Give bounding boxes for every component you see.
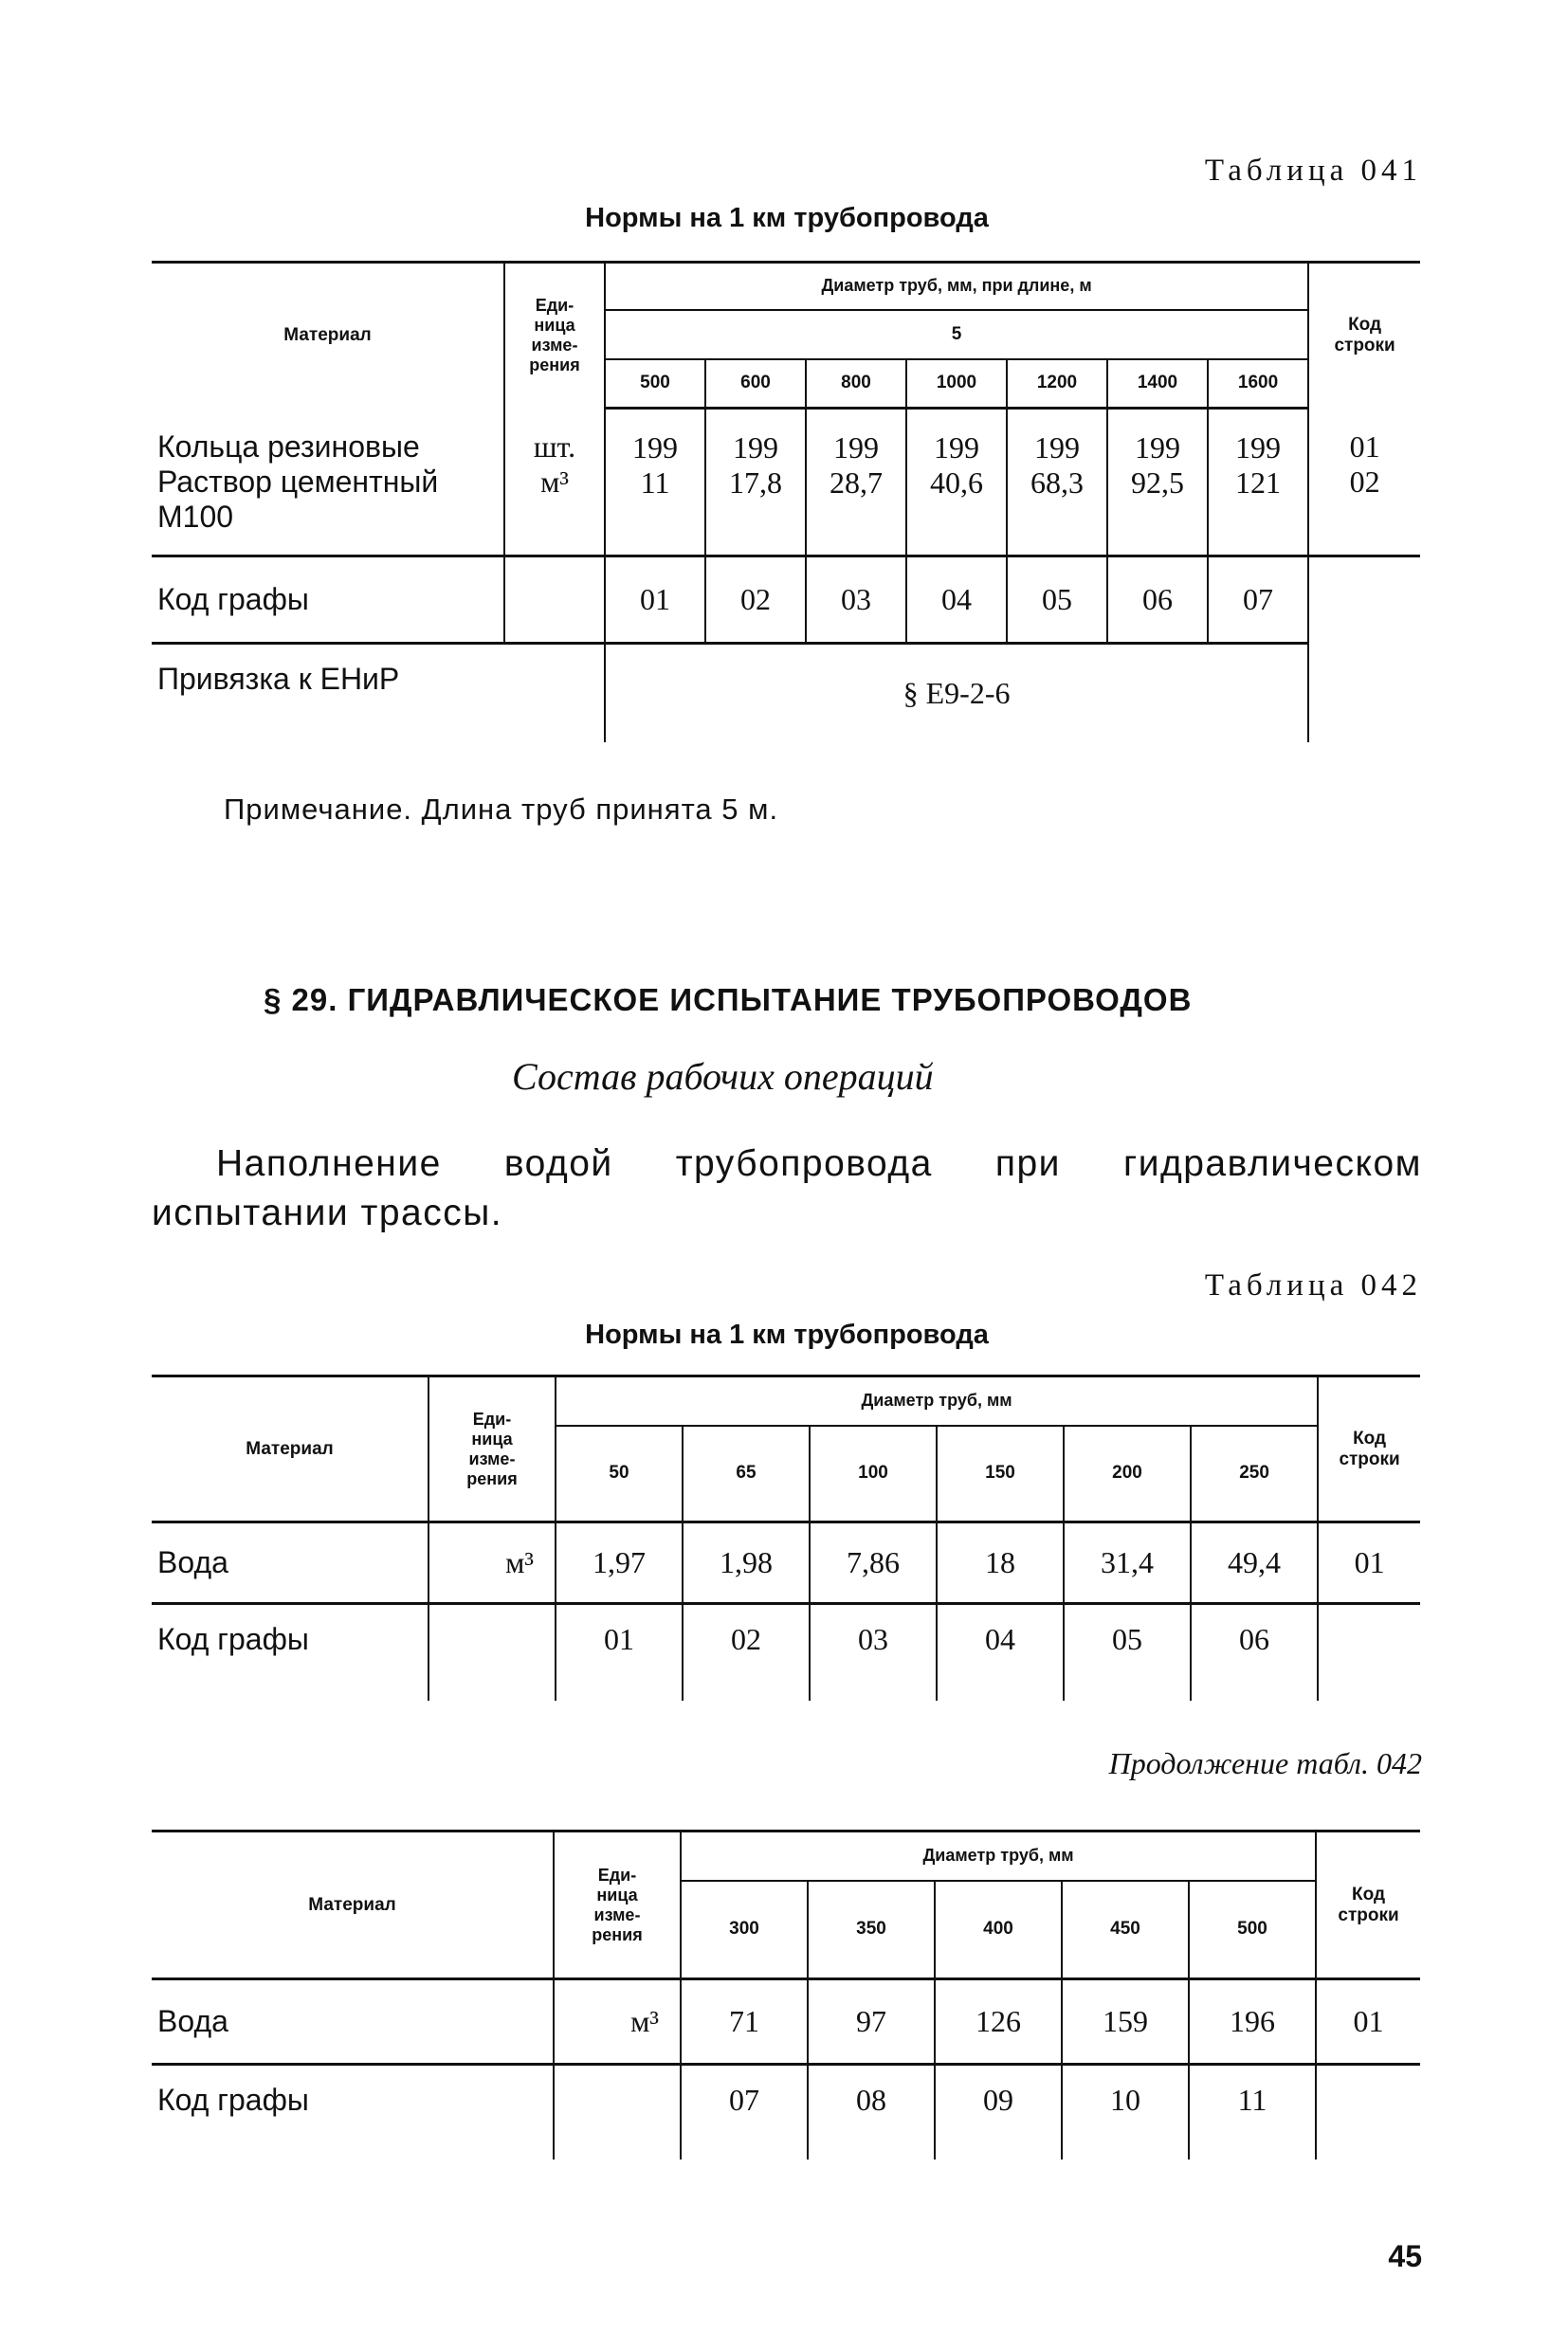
code-cell: 01 02 bbox=[1308, 409, 1420, 556]
value-cell: 1,97 bbox=[556, 1522, 683, 1604]
table-042-cont-caption: Продолжение табл. 042 bbox=[1108, 1746, 1422, 1780]
column-code: 08 bbox=[808, 2065, 935, 2160]
header-diameter-value: 500 bbox=[1189, 1881, 1316, 1979]
section-heading: § 29. ГИДРАВЛИЧЕСКОЕ ИСПЫТАНИЕ ТРУБОПРОВОДОВ bbox=[264, 982, 1193, 1017]
value-cell: 196 bbox=[1189, 1979, 1316, 2065]
code-row-unit-empty bbox=[428, 1604, 556, 1701]
column-code: 05 bbox=[1007, 556, 1107, 644]
value-cell: 199 68,3 bbox=[1007, 409, 1107, 556]
header-diameter-value: 50 bbox=[556, 1426, 683, 1522]
value-cell: 31,4 bbox=[1064, 1522, 1191, 1604]
header-diameter-value: 500 bbox=[605, 359, 705, 409]
unit-cell: м³ bbox=[554, 1979, 681, 2065]
table-041 bbox=[152, 261, 1420, 742]
header-diameter-value: 400 bbox=[935, 1881, 1062, 1979]
material-cell: Кольца резиновые Раствор цементный М100 bbox=[152, 409, 504, 556]
code-row-label: Код графы bbox=[152, 556, 504, 644]
column-code: 06 bbox=[1107, 556, 1208, 644]
table-041-title: Нормы на 1 км трубопровода bbox=[585, 203, 989, 233]
code-cell: 01 bbox=[1316, 1979, 1420, 2065]
code-row-code-empty bbox=[1316, 2065, 1420, 2160]
column-code: 10 bbox=[1062, 2065, 1189, 2160]
value-cell: 18 bbox=[937, 1522, 1064, 1604]
code-row-unit-empty bbox=[554, 2065, 681, 2160]
header-code: Код строки bbox=[1316, 1832, 1420, 1979]
column-code: 09 bbox=[935, 2065, 1062, 2160]
material-cell: Вода bbox=[152, 1522, 428, 1604]
column-code: 02 bbox=[683, 1604, 810, 1701]
header-diameter-value: 250 bbox=[1191, 1426, 1318, 1522]
column-code: 11 bbox=[1189, 2065, 1316, 2160]
header-code: Код строки bbox=[1308, 263, 1420, 409]
header-material: Материал bbox=[152, 263, 504, 409]
value-cell: 71 bbox=[681, 1979, 808, 2065]
header-code: Код строки bbox=[1318, 1376, 1420, 1522]
table-042-continuation bbox=[152, 1830, 1420, 2160]
page-number: 45 bbox=[1388, 2239, 1422, 2273]
material-cell: Вода bbox=[152, 1979, 554, 2065]
code-row-code-empty bbox=[1308, 556, 1420, 644]
table-042-title: Нормы на 1 км трубопровода bbox=[585, 1320, 989, 1350]
value-cell: 199 11 bbox=[605, 409, 705, 556]
value-cell: 199 40,6 bbox=[906, 409, 1007, 556]
header-diameter-value: 1200 bbox=[1007, 359, 1107, 409]
column-code: 02 bbox=[705, 556, 806, 644]
binding-label: Привязка к ЕНиР bbox=[157, 662, 400, 696]
header-material: Материал bbox=[152, 1832, 554, 1979]
header-diameter-value: 200 bbox=[1064, 1426, 1191, 1522]
header-length: 5 bbox=[605, 310, 1308, 359]
header-unit: Еди- ница изме- рения bbox=[554, 1832, 681, 1979]
value-cell: 49,4 bbox=[1191, 1522, 1318, 1604]
header-diameter-value: 450 bbox=[1062, 1881, 1189, 1979]
value-cell: 1,98 bbox=[683, 1522, 810, 1604]
header-diameter-value: 300 bbox=[681, 1881, 808, 1979]
header-diameter: Диаметр труб, мм bbox=[556, 1376, 1318, 1426]
value-cell: 97 bbox=[808, 1979, 935, 2065]
column-code: 05 bbox=[1064, 1604, 1191, 1701]
table-041-note: Примечание. Длина труб принята 5 м. bbox=[224, 793, 779, 826]
section-paragraph: Наполнение водой трубопровода при гидравлическом испытании трассы. bbox=[152, 1143, 1422, 1233]
header-diameter-value: 1600 bbox=[1208, 359, 1308, 409]
value-cell: 199 17,8 bbox=[705, 409, 806, 556]
column-code: 07 bbox=[681, 2065, 808, 2160]
unit-cell: м³ bbox=[428, 1522, 556, 1604]
value-cell: 199 92,5 bbox=[1107, 409, 1208, 556]
column-code: 01 bbox=[605, 556, 705, 644]
table-042-caption: Таблица 042 bbox=[1204, 1268, 1422, 1303]
value-cell: 199 28,7 bbox=[806, 409, 906, 556]
unit-cell: шт. м³ bbox=[504, 409, 605, 556]
binding-empty bbox=[1308, 644, 1420, 742]
header-diameter-value: 150 bbox=[937, 1426, 1064, 1522]
header-material: Материал bbox=[152, 1376, 428, 1522]
column-code: 06 bbox=[1191, 1604, 1318, 1701]
table-042 bbox=[152, 1375, 1420, 1701]
section-subheading: Состав рабочих операций bbox=[512, 1055, 934, 1098]
value-cell: 7,86 bbox=[810, 1522, 937, 1604]
value-cell: 126 bbox=[935, 1979, 1062, 2065]
header-diameter-value: 65 bbox=[683, 1426, 810, 1522]
column-code: 04 bbox=[937, 1604, 1064, 1701]
header-diameter-value: 800 bbox=[806, 359, 906, 409]
column-code: 04 bbox=[906, 556, 1007, 644]
code-row-label: Код графы bbox=[152, 1604, 428, 1701]
table-041-caption: Таблица 041 bbox=[1204, 154, 1422, 188]
header-diameter-value: 600 bbox=[705, 359, 806, 409]
header-diameter-value: 100 bbox=[810, 1426, 937, 1522]
header-diameter-value: 1000 bbox=[906, 359, 1007, 409]
column-code: 01 bbox=[556, 1604, 683, 1701]
code-row-code-empty bbox=[1318, 1604, 1420, 1701]
binding-value: § Е9-2-6 bbox=[605, 644, 1308, 742]
header-diameter-value: 350 bbox=[808, 1881, 935, 1979]
header-unit: Еди- ница изме- рения bbox=[428, 1376, 556, 1522]
value-cell: 199 121 bbox=[1208, 409, 1308, 556]
column-code: 03 bbox=[806, 556, 906, 644]
header-diameter: Диаметр труб, мм bbox=[681, 1832, 1316, 1881]
column-code: 07 bbox=[1208, 556, 1308, 644]
code-row-label: Код графы bbox=[152, 2065, 554, 2160]
column-code: 03 bbox=[810, 1604, 937, 1701]
header-diameter: Диаметр труб, мм, при длине, м bbox=[605, 263, 1308, 310]
value-cell: 159 bbox=[1062, 1979, 1189, 2065]
code-row-unit-empty bbox=[504, 556, 605, 644]
header-diameter-value: 1400 bbox=[1107, 359, 1208, 409]
header-unit: Еди- ница изме- рения bbox=[504, 263, 605, 409]
code-cell: 01 bbox=[1318, 1522, 1420, 1604]
